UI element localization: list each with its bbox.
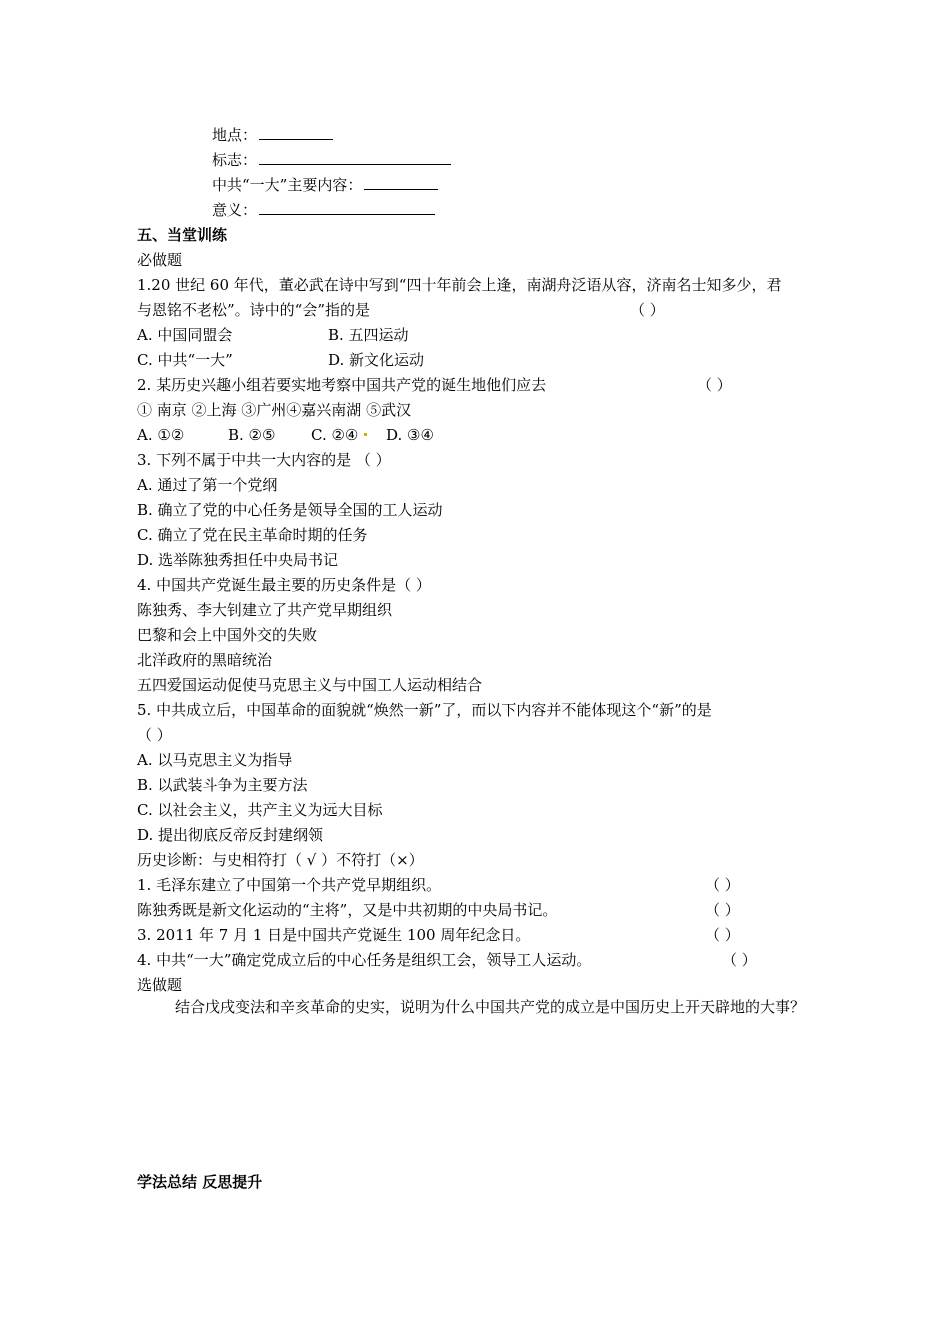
diagnosis-paren-3: （ ） <box>705 926 740 944</box>
q3-option-c: C. 确立了党在民主革命时期的任务 <box>137 526 368 544</box>
section-title: 五、当堂训练 <box>137 226 228 244</box>
sign-label: 标志： <box>212 151 258 169</box>
sign-blank <box>259 150 451 165</box>
content-line <box>212 175 438 195</box>
q3-option-d: D. 选举陈独秀担任中央局书记 <box>137 551 339 569</box>
diagnosis-statement-3: 3. 2011 年 7 月 1 日是中国共产党诞生 100 周年纪念日。 <box>137 926 531 944</box>
q4-option-2: 巴黎和会上中国外交的失败 <box>137 626 318 644</box>
q3-text: 3. 下列不属于中共一大内容的是 （ ） <box>137 451 391 469</box>
meaning-blank <box>259 200 435 215</box>
place-label: 地点： <box>212 126 258 144</box>
q3-option-a: A. 通过了第一个党纲 <box>137 476 278 494</box>
q1-option-b: B. 五四运动 <box>328 326 409 344</box>
q5-option-b: B. 以武装斗争为主要方法 <box>137 776 308 794</box>
diagnosis-title: 历史诊断：与史相符打（ √ ）不符打（×） <box>137 851 424 869</box>
q3-option-b: B. 确立了党的中心任务是领导全国的工人运动 <box>137 501 443 519</box>
q1-option-d: D. 新文化运动 <box>328 351 425 369</box>
q4-text: 4. 中国共产党诞生最主要的历史条件是（ ） <box>137 576 431 594</box>
q2-option-d: D. ③④ <box>386 426 434 444</box>
q2-text: 2. 某历史兴趣小组若要实地考察中国共产党的诞生地他们应去 <box>137 376 547 394</box>
q5-text: 5. 中共成立后，中国革命的面貌就“焕然一新”了，而以下内容并不能体现这个“新”的是 <box>137 701 712 719</box>
diagnosis-paren-2: （ ） <box>705 901 740 919</box>
diagnosis-statement-4: 4. 中共“一大”确定党成立后的中心任务是组织工会，领导工人运动。 <box>137 951 592 969</box>
meaning-line <box>212 200 435 220</box>
place-blank <box>259 125 333 140</box>
q1-text-b: 与恩铭不老松”。诗中的“会”指的是 <box>137 301 371 319</box>
q2-option-c: C. ②④ <box>311 426 359 444</box>
q2-option-b: B. ②⑤ <box>228 426 276 444</box>
diagnosis-statement-1: 1. 毛泽东建立了中国第一个共产党早期组织。 <box>137 876 442 894</box>
q5-option-c: C. 以社会主义，共产主义为远大目标 <box>137 801 383 819</box>
optional-question: 结合戊戌变法和辛亥革命的史实，说明为什么中国共产党的成立是中国历史上开天辟地的大事？ <box>175 998 806 1016</box>
diagnosis-paren-1: （ ） <box>705 876 740 894</box>
meaning-label: 意义： <box>212 201 258 219</box>
q2-places: ① 南京 ②上海 ③广州④嘉兴南湖 ⑤武汉 <box>137 401 412 419</box>
sign-line <box>212 150 451 170</box>
optional-heading: 选做题 <box>137 976 183 994</box>
summary-title: 学法总结 反思提升 <box>137 1173 263 1191</box>
diagnosis-statement-2: 陈独秀既是新文化运动的“主将”，又是中共初期的中央局书记。 <box>137 901 558 919</box>
q5-answer-paren: （ ） <box>137 726 172 744</box>
q1-option-a: A. 中国同盟会 <box>137 326 233 344</box>
diagnosis-paren-4: （ ） <box>722 951 757 969</box>
q2-option-a: A. ①② <box>137 426 185 444</box>
stray-dot-mark <box>364 433 367 436</box>
q1-option-c: C. 中共“一大” <box>137 351 233 369</box>
q4-option-1: 陈独秀、李大钊建立了共产党早期组织 <box>137 601 393 619</box>
q4-option-4: 五四爱国运动促使马克思主义与中国工人运动相结合 <box>137 676 483 694</box>
q4-option-3: 北洋政府的黑暗统治 <box>137 651 273 669</box>
content-label: 中共“一大”主要内容： <box>212 176 363 194</box>
required-heading: 必做题 <box>137 251 183 269</box>
q1-answer-paren: （ ） <box>630 301 665 319</box>
q5-option-a: A. 以马克思主义为指导 <box>137 751 293 769</box>
q1-text-a: 1.20 世纪 60 年代，董必武在诗中写到“四十年前会上逢，南湖舟泛语从容，济南名士知多少，君 <box>137 276 782 294</box>
content-blank <box>364 175 438 190</box>
place-line <box>212 125 333 145</box>
q5-option-d: D. 提出彻底反帝反封建纲领 <box>137 826 324 844</box>
q2-answer-paren: （ ） <box>697 376 732 394</box>
